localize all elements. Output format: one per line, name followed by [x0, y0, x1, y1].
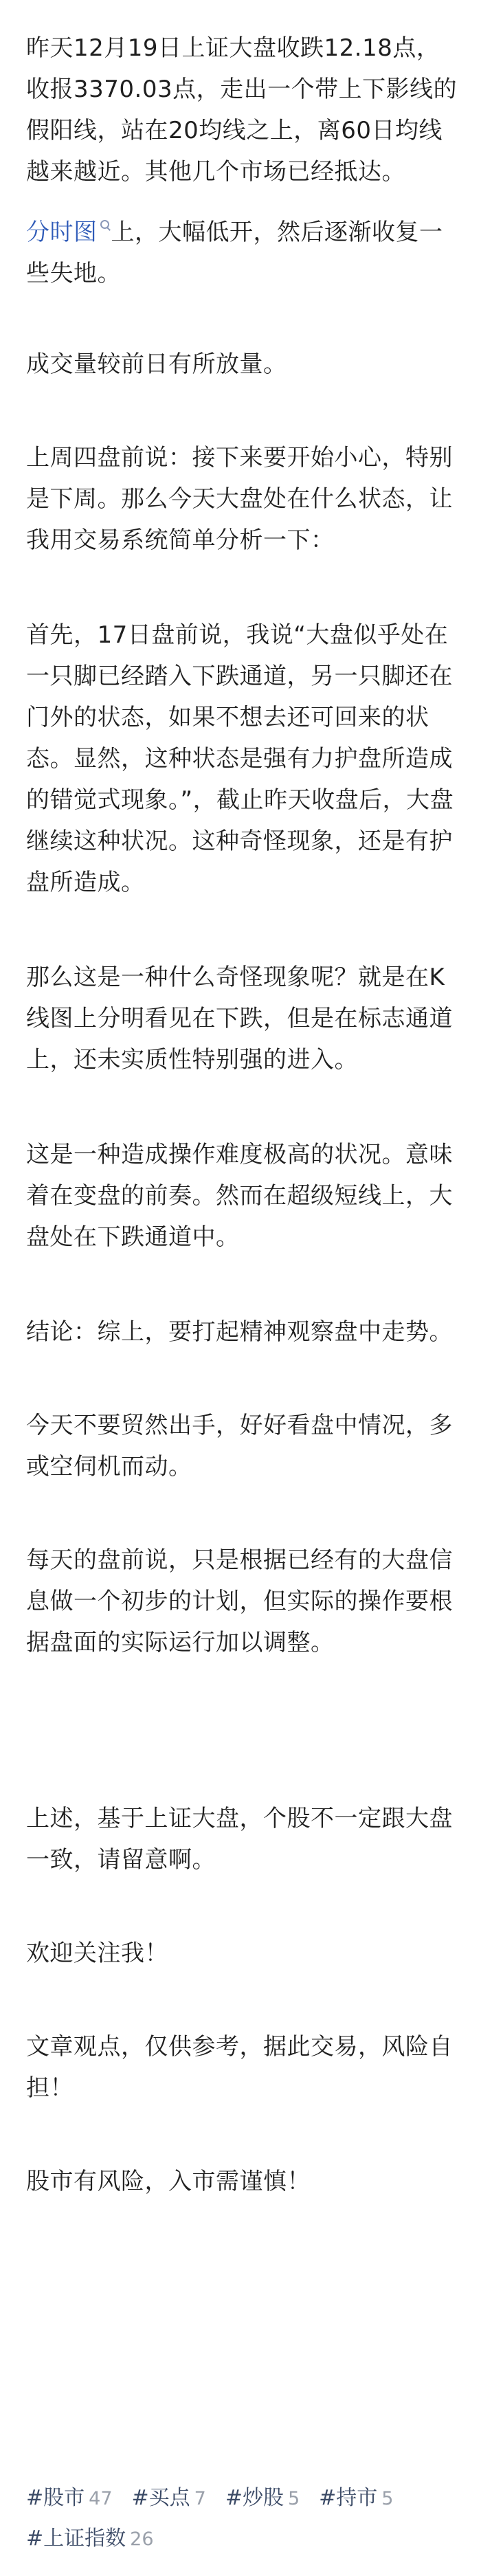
- paragraph-follow: 欢迎关注我！: [26, 1940, 168, 1967]
- paragraph-disclaimer-index: 上述，基于上证大盘，个股不一定跟大盘一致，请留意啊。: [26, 1805, 453, 1874]
- tag-buy-point[interactable]: #买点 7: [131, 2486, 206, 2510]
- search-icon[interactable]: [99, 219, 111, 232]
- paragraph-market-close: 昨天12月19日上证大盘收跌12.18点，收报3370.03点，走出一个带上下影线的假阳线，站在20均线之上，离60日均线越来越近。其他几个市场已经抵达。: [26, 34, 458, 186]
- intraday-text: 上，大幅低开，然后逐渐收复一些失地。: [26, 219, 443, 287]
- paragraph-conclusion: 结论：综上，要打起精神观察盘中走势。: [26, 1318, 453, 1346]
- paragraph-first-point: 首先，17日盘前说，我说“大盘似乎处在一只脚已经踏入下跌通道，另一只脚还在门外的状态，如果不想去还可回来的状态。显然，这种状态是强有力护盘所造成的错觉式现象。”，截止昨天收盘后，大盘继续这种状况。这种奇怪现象，还是有护盘所造成。: [26, 621, 454, 896]
- paragraph-intraday: [26, 212, 459, 294]
- tag-holding[interactable]: #持市 5: [319, 2486, 394, 2510]
- paragraph-market-risk: 股市有风险，入市需谨慎！: [26, 2168, 311, 2195]
- tag-stock-market[interactable]: #股市 47: [26, 2486, 113, 2510]
- paragraph-risk-notice: 文章观点，仅供参考，据此交易，风险自担！: [26, 2033, 453, 2102]
- paragraph-advice: 今天不要贸然出手，好好看盘中情况，多或空伺机而动。: [26, 1412, 453, 1480]
- tag-stock-trading[interactable]: #炒股 5: [225, 2486, 300, 2510]
- paragraph-odd-phenomenon: 那么这是一种什么奇怪现象呢？就是在K线图上分明看见在下跌，但是在标志通道上，还未实质性特别强的进入。: [26, 964, 453, 1074]
- topic-tags: [26, 2483, 459, 2555]
- intraday-chart-link[interactable]: 分时图: [26, 219, 98, 246]
- paragraph-daily-plan: 每天的盘前说，只是根据已经有的大盘信息做一个初步的计划，但实际的操作要根据盘面的实际运行加以调整。: [26, 1546, 453, 1656]
- paragraph-volume: 成交量较前日有所放量。: [26, 351, 287, 378]
- paragraph-last-thursday: 上周四盘前说：接下来要开始小心，特别是下周。那么今天大盘处在什么状态，让我用交易系统简单分析一下：: [26, 444, 453, 554]
- tag-shanghai-index[interactable]: #上证指数 26: [26, 2527, 154, 2551]
- paragraph-difficulty: 这是一种造成操作难度极高的状况。意味着在变盘的前奏。然而在超级短线上，大盘处在下跌通道中。: [26, 1141, 453, 1251]
